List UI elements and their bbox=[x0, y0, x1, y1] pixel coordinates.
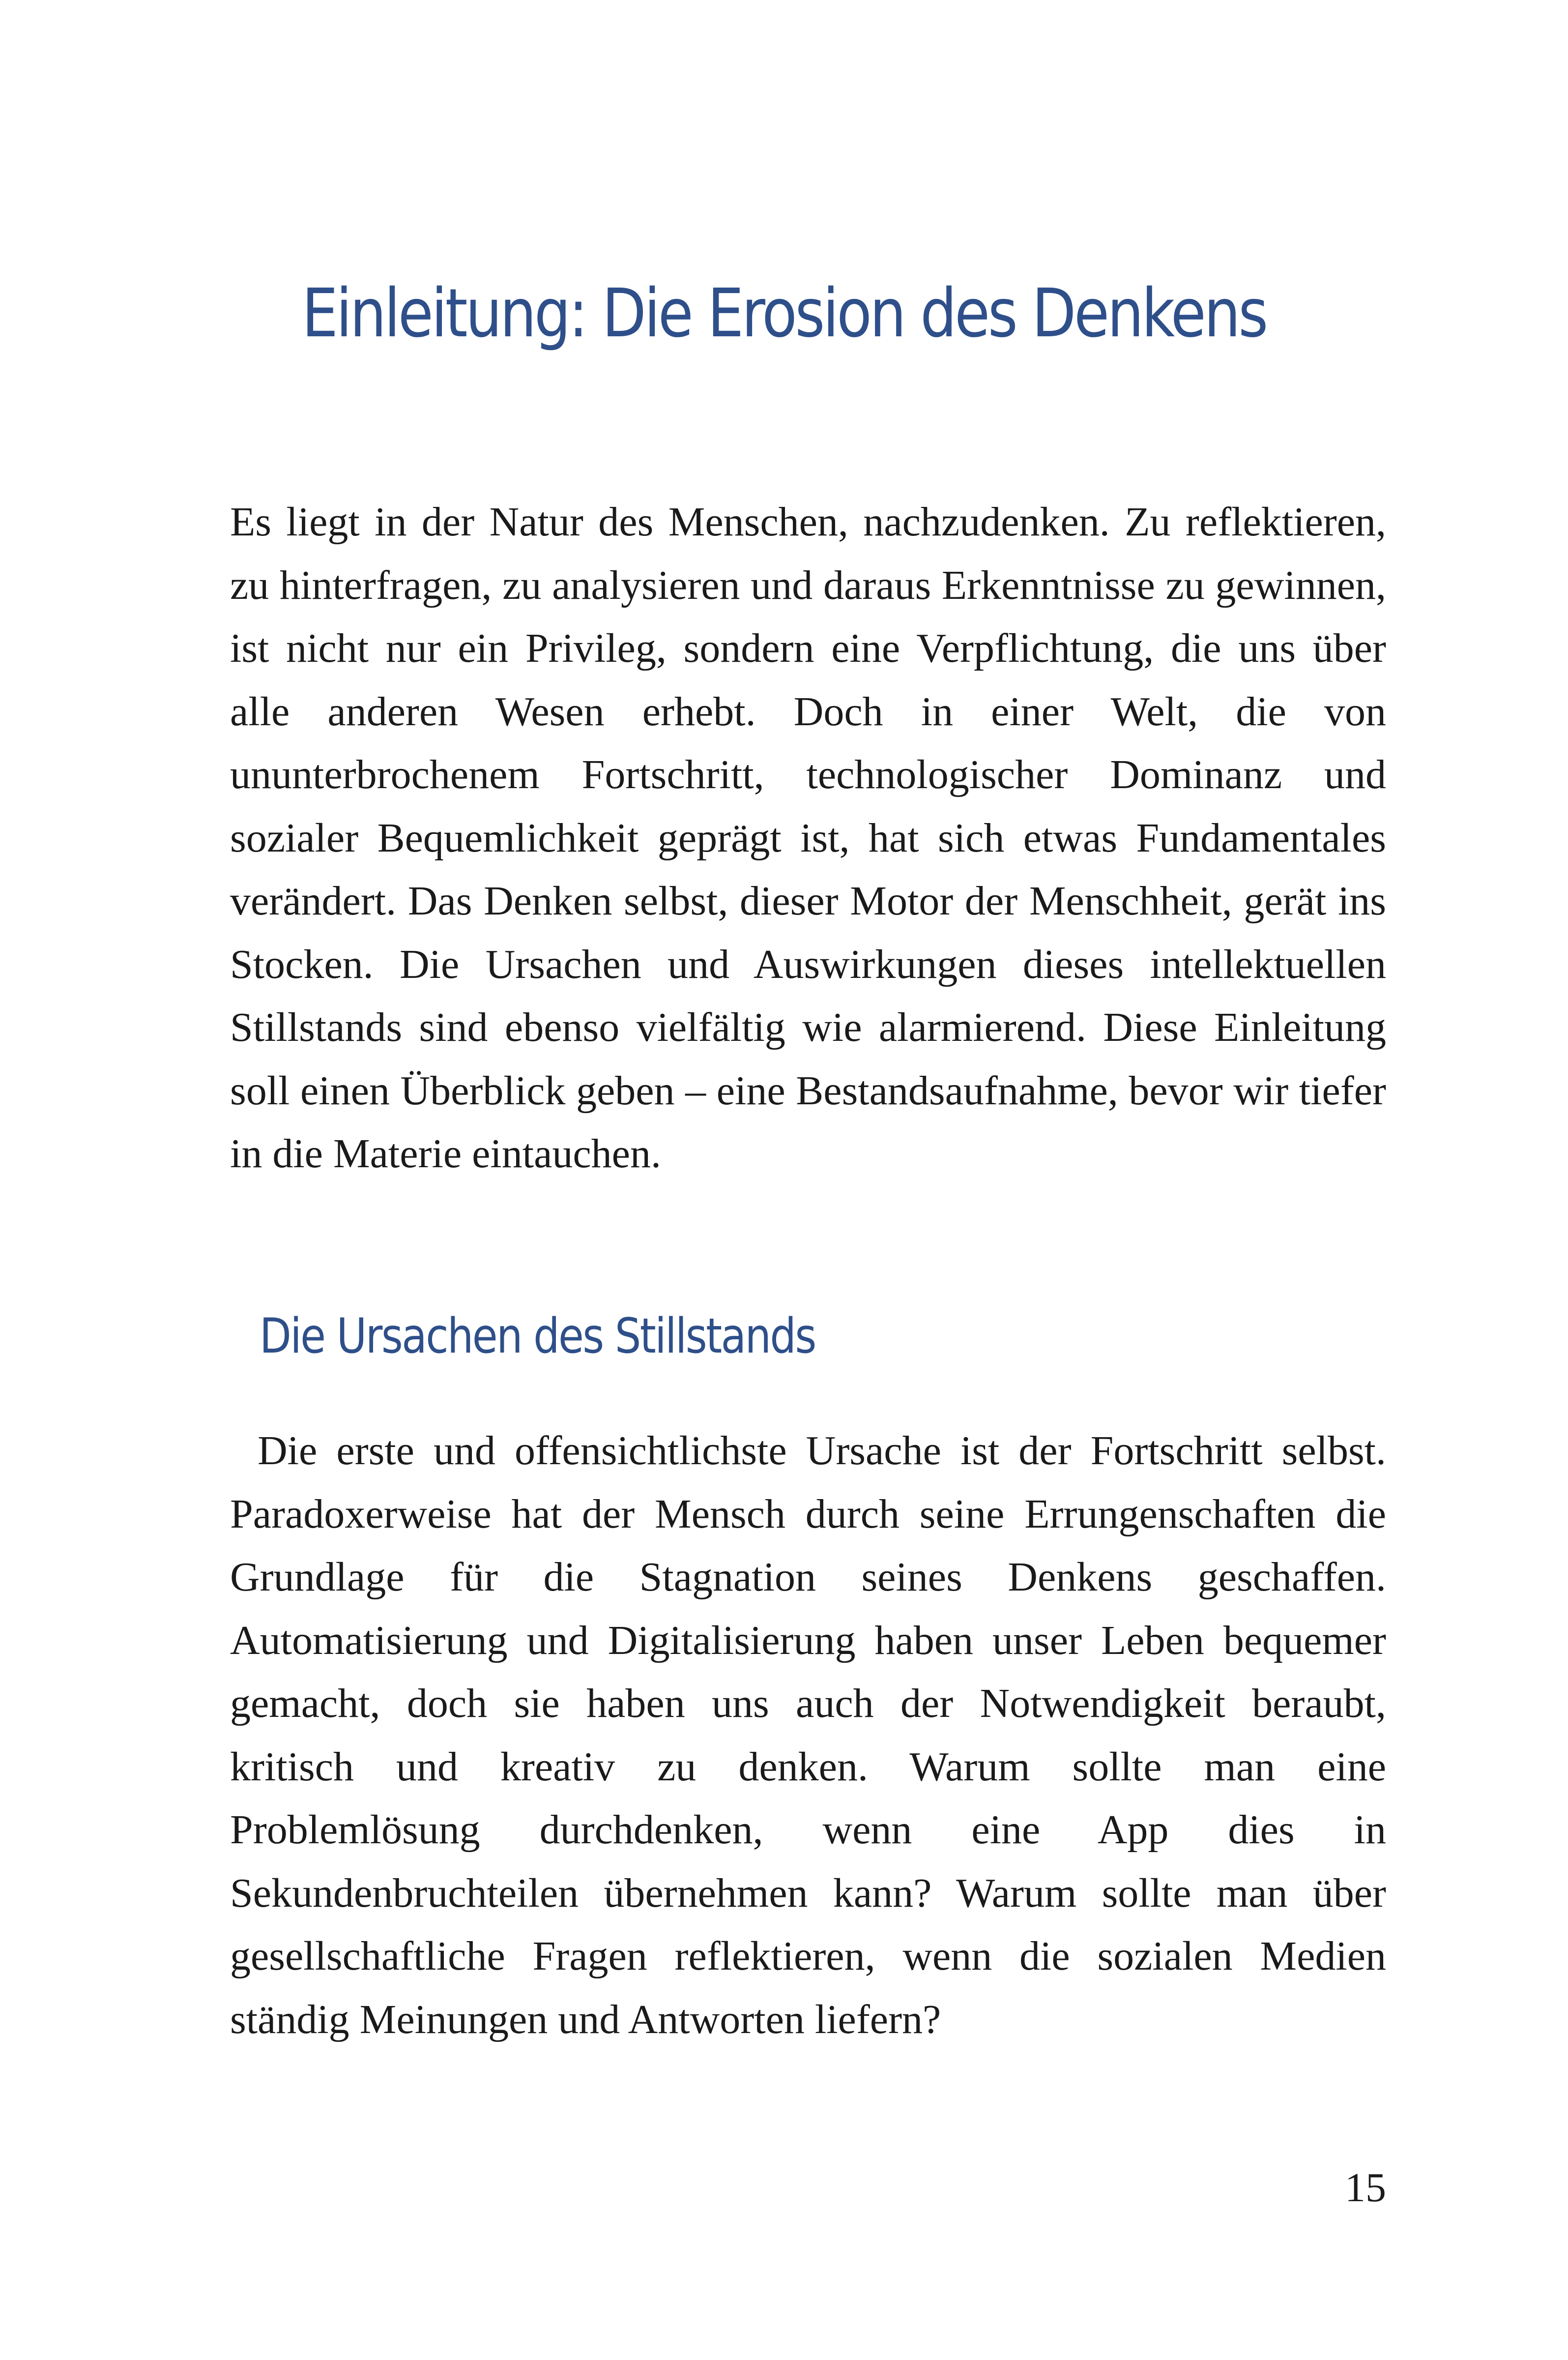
page-number: 15 bbox=[1345, 2165, 1386, 2211]
chapter-title: Einleitung: Die Erosion des Denkens bbox=[302, 275, 1266, 353]
section-paragraph: Die erste und offensichtlichste Ursache ist der Fortschritt selbst. Paradoxerweise hat der Mensch durch seine Errungenschaften die Grundlage für die Stagnation seines Denkens geschaffen. Automatisierung und Digitalisierung haben unser Leben bequemer gemacht, doch sie haben uns auch der Notwendigkeit beraubt, kritisch und kreativ zu denken. Warum sollte man eine Problemlösung durchdenken, wenn eine App dies in Sekundenbruchteilen übernehmen kann? Warum sollte man über gesellschaftliche Fragen reflektieren, wenn die sozialen Medien ständig Meinungen und Antworten liefern? bbox=[230, 1428, 1386, 2042]
section-heading: Die Ursachen des Stillstands bbox=[260, 1308, 815, 1364]
intro-paragraph: Es liegt in der Natur des Menschen, nachzudenken. Zu reflektieren, zu hinterfragen, zu analysieren und daraus Erkenntnisse zu gewinnen, ist nicht nur ein Privileg, sondern eine Verpflichtung, die uns über alle anderen Wesen erhebt. Doch in einer Welt, die von ununterbrochenem Fortschritt, technologischer Dominanz und sozialer Bequemlichkeit geprägt ist, hat sich etwas Fundamentales verändert. Das Denken selbst, dieser Motor der Menschheit, gerät ins Stocken. Die Ursachen und Auswirkungen dieses intellektuellen Stillstands sind ebenso vielfältig wie alarmierend. Diese Einleitung soll einen Überblick geben – eine Bestandsaufnahme, bevor wir tiefer in die Materie eintauchen. bbox=[230, 499, 1386, 1177]
